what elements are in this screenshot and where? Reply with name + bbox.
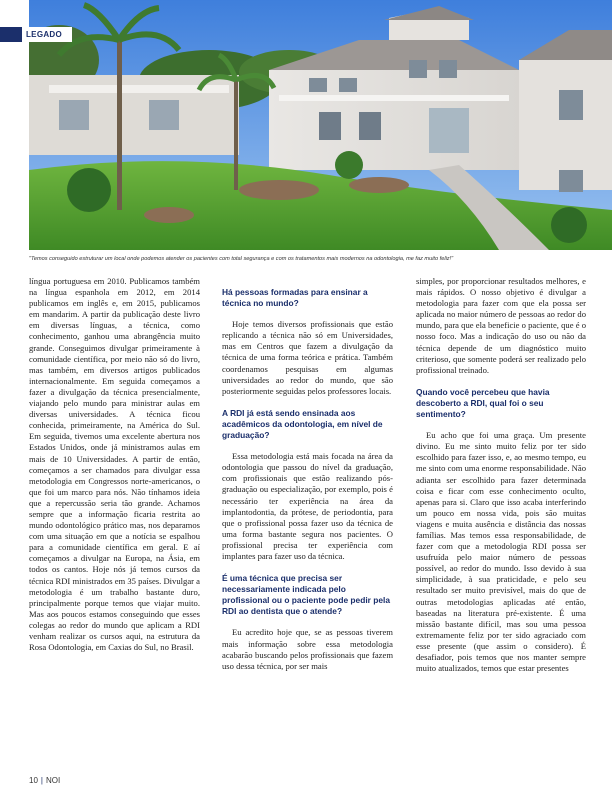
interview-question: A RDI já está sendo ensinada aos acadêmicos da odontologia, em nível de graduação? xyxy=(222,407,383,441)
page-number: 10 xyxy=(29,776,38,785)
text-column-2 xyxy=(222,276,393,786)
photo-caption: "Temos conseguido estruturar um local onde podemos atender os pacientes com total segurança e com os tratamentos mais modernos na odontologia, me faz muito feliz!" xyxy=(29,256,454,262)
section-tag-label: LEGADO xyxy=(26,30,63,39)
interview-question: Há pessoas formadas para ensinar a técnica no mundo? xyxy=(222,287,368,309)
paragraph: Eu acho que foi uma graça. Um presente divino. Eu me sinto muito feliz por ter sido escolhido para fazer isso, e, ao mesmo tempo, eu me sinto com uma enorme responsabilidade. Não adianta ser escolhido para fazer determinada coisa e ficar com esse conhecimento oculto, apenas para si. Claro que isso acaba interferindo um pouco em nossa vida, pois são muitas viagens e muita ausência e distância das nossas famílias. Mas temos essa responsabilidade, de fazer com que a metodologia RDI possa ser usufruída pelo maior número de pessoas possível, ao redor do mundo. Isso devido à sua simplicidade, à sua praticidade, e pelo seu resultado ser muito previsível, mais do que de outras metodologias aplicadas até então, baseadas na literatura pré-existente. É uma missão bastante difícil, mas sou uma pessoa extremamente feliz por ter sido agraciado com esse presente (que assim o considero). É desafiador, pois temos que nos manter sempre muito atualizados, temos que estar presentes xyxy=(416,430,586,674)
paragraph: simples, por proporcionar resultados melhores, e mais rápidos. O nosso objetivo é divulgar a metodologia para fazer com que ela possa ser aplicada no maior número de pessoas ao redor do mundo, para que ela beneficie o paciente, que é o nosso foco. Mas a indicação do uso ou não da técnica depende de um diagnóstico muito criterioso, que somente poderá ser realizado pelo profissional treinado. xyxy=(416,276,586,375)
interview-question: Quando você percebeu que havia descoberto a RDI, qual foi o seu sentimento? xyxy=(416,386,550,420)
paragraph: Hoje temos diversos profissionais que estão replicando a técnica não só em Universidades, mas em Centros que fazem a divulgação da técnica de uma forma teórica e prática. Também coordenamos pesquisas em algumas universidades ao redor do mundo, que são posteriormente seguidas pelos professores locais. xyxy=(222,319,393,396)
page-footer xyxy=(29,776,60,785)
section-tag xyxy=(0,27,72,42)
magazine-name: NOI xyxy=(45,776,61,785)
footer-separator: | xyxy=(40,776,43,785)
paragraph: Essa metodologia está mais focada na área da odontologia que passou do nível da graduação, com profissionais que estão realizando pós-graduação ou especialização, por exemplo, pois é necessário ter experiência na área da implantodontia, da prótese, de periodontia, para que o profissional possa fazer uso da técnica de uma forma bastante segura nos pacientes. O profissional precisa ter experiência com implantes para fazer uso da técnica. xyxy=(222,451,393,561)
text-column-3 xyxy=(416,276,586,786)
interview-question: É uma técnica que precisa ser necessariamente indicada pelo profissional ou o paciente pode pedir pela RDI ao dentista que o atende? xyxy=(222,573,390,617)
paragraph: língua portuguesa em 2010. Publicamos também na língua espanhola em 2012, em 2014 publicamos em inglês e, em 2015, publicamos em mandarim. A partir da publicação deste livro em diversas línguas, a técnica, como conhecimento, ganhou uma abrangência muito grande. Conseguimos divulgar primeiramente à comunidade científica, por meio não só do livro, mas também, em diversos artigos publicados internacionalmente. Em seguida começamos a fazer a divulgação da técnica presencialmente, viajando pelo mundo para ministrar aulas em diversas universidades. A técnica ficou conhecida, primeiramente, na América do Sul. Em seguida, tivemos uma excelente abertura nos Estados Unidos, onde já ministramos aulas em mais de 10 Universidades. A partir de então, começamos a ser chamados para divulgar essa metodologia em Congressos norte-americanos, o que foi um marco para nós. Não tínhamos ideia que a repercussão seria tão grande. Achamos sempre que a informação ficaria restrita ao mundo odontológico prático mas, nos deparamos com uma situação em que a notícia se espalhou para a comunidade científica em geral. E aí começamos a divulgar na Europa, na Ásia, em todos os cantos. Hoje nós já temos cursos da técnica RDI ministrados em 35 países. Divulgar a metodologia é um trabalho bastante duro, principalmente porque temos que viajar muito. Mas aos poucos estamos conseguindo que esses colegas ao redor do mundo que aplicam a RDI venham realizar os cursos aqui, na estrutura da Rosa Odontologia, em Caxias do Sul, no Brasil. xyxy=(29,276,200,653)
house-photo-illustration xyxy=(29,0,612,250)
paragraph: Eu acredito hoje que, se as pessoas tiverem mais informação sobre essa metodologia acabarão buscando pelos profissionais que fazem uso dessa técnica, por ser mais xyxy=(222,627,393,671)
header-photo xyxy=(29,0,612,250)
section-tag-bar xyxy=(0,27,22,42)
text-column-1 xyxy=(29,276,200,786)
